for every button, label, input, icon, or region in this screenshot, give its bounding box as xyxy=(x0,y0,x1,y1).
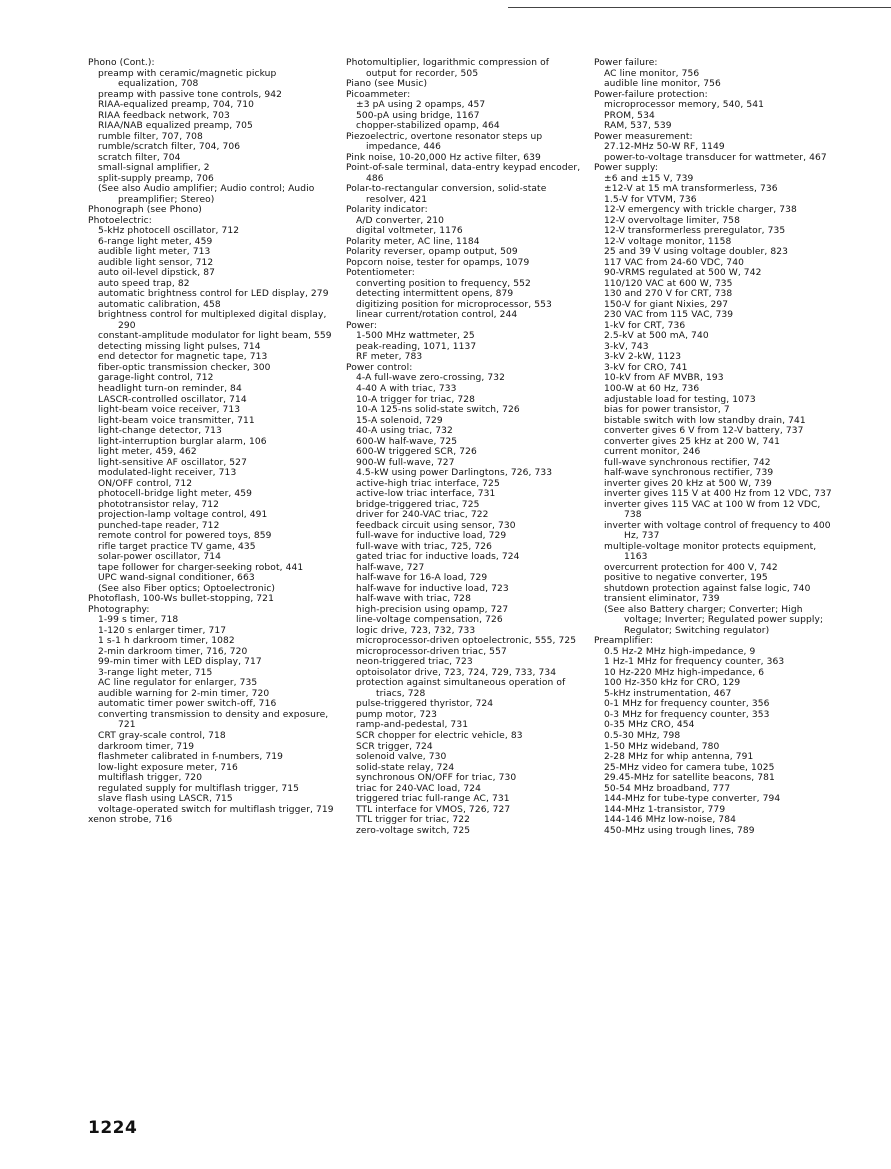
index-subentry: triac for 240-VAC load, 724 xyxy=(356,783,482,794)
index-subentry: converting transmission to density and exposure, 721 xyxy=(98,709,329,731)
index-subentry: 1-50 MHz wideband, 780 xyxy=(604,741,720,752)
index-subentry: light-change detector, 713 xyxy=(98,426,222,437)
index-subentry: split-supply preamp, 706 xyxy=(98,173,214,184)
index-heading: Polarity reverser, opamp output, 509 xyxy=(346,247,518,258)
index-subentry: 1 s-1 h darkroom timer, 1082 xyxy=(98,636,235,647)
index-subentry: 12-V overvoltage limiter, 758 xyxy=(604,215,740,226)
index-subentry: multiple-voltage monitor protects equipment, 1163 xyxy=(604,541,817,563)
index-subentry: 25-MHz video for camera tube, 1025 xyxy=(604,762,775,773)
index-subentry: audible light sensor, 712 xyxy=(98,257,214,268)
index-subentry: UPC wand-signal conditioner, 663 xyxy=(98,573,255,584)
index-subentry: 100-W at 60 Hz, 736 xyxy=(604,383,700,394)
index-heading: Polar-to-rectangular conversion, solid-state resolver, 421 xyxy=(346,184,547,205)
index-subentry: full-wave with triac, 725, 726 xyxy=(356,541,493,552)
index-subentry: preamp with ceramic/magnetic pickup equalization, 708 xyxy=(98,68,277,90)
index-subentry: automatic brightness control for LED display, 279 xyxy=(98,289,329,300)
index-subentry: half-wave for 16-A load, 729 xyxy=(356,573,488,584)
index-subentry: zero-voltage switch, 725 xyxy=(356,825,471,836)
index-subentry: light-sensitive AF oscillator, 527 xyxy=(98,457,247,468)
index-subentry: chopper-stabilized opamp, 464 xyxy=(356,121,500,132)
index-subentry: light-beam voice transmitter, 711 xyxy=(98,415,255,426)
index-heading: Power failure: xyxy=(594,58,658,68)
index-heading: Photomultiplier, logarithmic compression of output for recorder, 505 xyxy=(346,58,550,79)
index-subentry: 1-kV for CRT, 736 xyxy=(604,320,686,331)
index-subentry: 2-min darkroom timer, 716, 720 xyxy=(98,646,248,657)
index-subentry: 117 VAC from 24-60 VDC, 740 xyxy=(604,257,744,268)
index-subentry: preamp with passive tone controls, 942 xyxy=(98,89,282,100)
index-subentry: 40-A using triac, 732 xyxy=(356,426,453,437)
index-heading: Pink noise, 10-20,000 Hz active filter, 639 xyxy=(346,152,541,163)
index-subentry: 15-A solenoid, 729 xyxy=(356,415,443,426)
index-subentry: overcurrent protection for 400 V, 742 xyxy=(604,562,778,573)
index-subentry: solid-state relay, 724 xyxy=(356,762,455,773)
index-subentry: TTL trigger for triac, 722 xyxy=(356,815,471,826)
index-subentry: 3-kV 2-kW, 1123 xyxy=(604,352,682,363)
index-subentry: synchronous ON/OFF for triac, 730 xyxy=(356,773,517,784)
index-subentry: 4.5-kW using power Darlingtons, 726, 733 xyxy=(356,468,553,479)
index-subentry: detecting intermittent opens, 879 xyxy=(356,289,514,300)
index-subentry: inverter gives 20 kHz at 500 W, 739 xyxy=(604,478,772,489)
index-subentry: power-to-voltage transducer for wattmeter, 467 xyxy=(604,152,827,163)
index-subentry: (See also Audio amplifier; Audio control; Audio preamplifier; Stereo) xyxy=(98,184,315,205)
index-subentry: microprocessor-driven optoelectronic, 555, 725 xyxy=(356,636,577,647)
index-heading: Polarity indicator: xyxy=(346,205,428,216)
index-subentry: bistable switch with low standby drain, 741 xyxy=(604,415,806,426)
index-subentry: full-wave synchronous rectifier, 742 xyxy=(604,457,771,468)
index-subentry: half-wave for inductive load, 723 xyxy=(356,583,509,594)
index-heading: Preamplifier: xyxy=(594,636,653,647)
index-subentry: SCR chopper for electric vehicle, 83 xyxy=(356,731,523,741)
index-subentry: ramp-and-pedestal, 731 xyxy=(356,720,469,731)
index-subentry: 100 Hz-350 kHz for CRO, 129 xyxy=(604,678,741,689)
index-subentry: 130 and 270 V for CRT, 738 xyxy=(604,289,733,300)
index-subentry: microprocessor memory, 540, 541 xyxy=(604,100,764,111)
index-heading: Power-failure protection: xyxy=(594,89,708,100)
index-subentry: flashmeter calibrated in f-numbers, 719 xyxy=(98,752,284,763)
index-subentry: 150-V for giant Nixies, 297 xyxy=(604,299,729,310)
index-subentry: feedback circuit using sensor, 730 xyxy=(356,520,516,531)
index-subentry: inverter gives 115 V at 400 Hz from 12 VDC, 737 xyxy=(604,489,832,500)
index-subentry: 1.5-V for VTVM, 736 xyxy=(604,194,697,205)
index-subentry: rumble/scratch filter, 704, 706 xyxy=(98,142,241,153)
index-subentry: remote control for powered toys, 859 xyxy=(98,531,272,542)
index-subentry: transient eliminator, 739 xyxy=(604,594,720,605)
index-subentry: 500-pA using bridge, 1167 xyxy=(356,110,480,121)
index-subentry: 90-VRMS regulated at 500 W, 742 xyxy=(604,268,762,279)
index-subentry: bias for power transistor, 7 xyxy=(604,405,730,416)
index-subentry: ±6 and ±15 V, 739 xyxy=(604,173,694,184)
index-subentry: constant-amplitude modulator for light beam, 559 xyxy=(98,331,332,342)
index-subentry: 900-W full-wave, 727 xyxy=(356,457,455,468)
index-heading: Picoammeter: xyxy=(346,89,411,100)
index-subentry: 1-99 s timer, 718 xyxy=(98,615,179,626)
page-number: 1224 xyxy=(88,1118,138,1138)
index-subentry: digital voltmeter, 1176 xyxy=(356,226,463,237)
index-heading: Piezoelectric, overtone resonator steps up impedance, 446 xyxy=(346,131,543,153)
index-subentry: 144-MHz for tube-type converter, 794 xyxy=(604,794,781,805)
index-subentry: 10-A 125-ns solid-state switch, 726 xyxy=(356,405,520,416)
index-subentry: 1 Hz-1 MHz for frequency counter, 363 xyxy=(604,657,785,668)
index-subentry: 99-min timer with LED display, 717 xyxy=(98,657,262,668)
index-subentry: solar-power oscillator, 714 xyxy=(98,552,221,563)
index-heading: xenon strobe, 716 xyxy=(88,815,173,826)
index-heading: Potentiometer: xyxy=(346,268,415,279)
index-heading: Polarity meter, AC line, 1184 xyxy=(346,236,480,247)
index-subentry: audible warning for 2-min timer, 720 xyxy=(98,688,270,699)
index-subentry: 12-V transformerless preregulator, 735 xyxy=(604,226,786,237)
index-subentry: multiflash trigger, 720 xyxy=(98,773,203,784)
index-subentry: gated triac for inductive loads, 724 xyxy=(356,552,520,563)
index-subentry: converter gives 6 V from 12-V battery, 737 xyxy=(604,426,804,437)
index-subentry: automatic calibration, 458 xyxy=(98,299,221,310)
index-subentry: current monitor, 246 xyxy=(604,447,701,458)
index-subentry: 2.5-kV at 500 mA, 740 xyxy=(604,331,709,342)
index-subentry: RIAA feedback network, 703 xyxy=(98,110,230,121)
index-subentry: 0-35 MHz CRO, 454 xyxy=(604,720,695,731)
index-subentry: half-wave, 727 xyxy=(356,562,425,573)
index-subentry: 0.5 Hz-2 MHz high-impedance, 9 xyxy=(604,646,756,657)
index-subentry: 10-A trigger for triac, 728 xyxy=(356,394,476,405)
index-subentry: SCR trigger, 724 xyxy=(356,741,433,752)
index-subentry: RAM, 537, 539 xyxy=(604,121,672,132)
index-subentry: headlight turn-on reminder, 84 xyxy=(98,383,242,394)
index-subentry: photocell-bridge light meter, 459 xyxy=(98,489,253,500)
index-subentry: LASCR-controlled oscillator, 714 xyxy=(98,394,247,405)
index-subentry: 10-kV from AF MVBR, 193 xyxy=(604,373,724,384)
index-subentry: 2-28 MHz for whip antenna, 791 xyxy=(604,752,754,763)
index-subentry: (See also Fiber optics; Optoelectronic) xyxy=(98,583,276,594)
index-heading: Power supply: xyxy=(594,163,659,174)
index-heading: Power control: xyxy=(346,362,413,373)
index-heading: Popcorn noise, tester for opamps, 1079 xyxy=(346,257,530,268)
index-subentry: modulated-light receiver, 713 xyxy=(98,468,237,479)
index-subentry: pump motor, 723 xyxy=(356,709,437,720)
index-subentry: 29.45-MHz for satellite beacons, 781 xyxy=(604,773,775,784)
index-subentry: bridge-triggered triac, 725 xyxy=(356,499,480,510)
index-subentry: small-signal amplifier, 2 xyxy=(98,163,210,174)
header-rule xyxy=(508,7,891,8)
index-subentry: 6-range light meter, 459 xyxy=(98,236,213,247)
index-subentry: auto oil-level dipstick, 87 xyxy=(98,268,215,279)
index-subentry: CRT gray-scale control, 718 xyxy=(98,731,226,741)
index-subentry: 10 Hz-220 MHz high-impedance, 6 xyxy=(604,667,765,678)
index-subentry: 450-MHz using trough lines, 789 xyxy=(604,825,755,836)
index-subentry: inverter gives 115 VAC at 100 W from 12 VDC, 738 xyxy=(604,499,821,521)
index-heading: Phono (Cont.): xyxy=(88,58,155,68)
index-subentry: RIAA/NAB equalized preamp, 705 xyxy=(98,121,253,132)
index-subentry: digitizing position for microprocessor, 553 xyxy=(356,299,552,310)
index-subentry: 27.12-MHz 50-W RF, 1149 xyxy=(604,142,725,153)
index-subentry: ON/OFF control, 712 xyxy=(98,478,193,489)
index-subentry: line-voltage compensation, 726 xyxy=(356,615,503,626)
index-subentry: logic drive, 723, 732, 733 xyxy=(356,625,476,636)
index-subentry: ±12-V at 15 mA transformerless, 736 xyxy=(604,184,778,195)
index-subentry: 0.5-30 MHz, 798 xyxy=(604,731,681,741)
index-subentry: high-precision using opamp, 727 xyxy=(356,604,509,615)
index-subentry: neon-triggered triac, 723 xyxy=(356,657,473,668)
index-subentry: auto speed trap, 82 xyxy=(98,278,190,289)
index-subentry: 0-3 MHz for frequency counter, 353 xyxy=(604,709,770,720)
index-subentry: fiber-optic transmission checker, 300 xyxy=(98,362,271,373)
index-subentry: projection-lamp voltage control, 491 xyxy=(98,510,268,521)
index-subentry: TTL interface for VMOS, 726, 727 xyxy=(356,804,511,815)
index-heading: Piano (see Music) xyxy=(346,79,428,90)
index-subentry: audible light meter, 713 xyxy=(98,247,211,258)
index-heading: Phonograph (see Phono) xyxy=(88,205,202,216)
index-subentry: 3-kV for CRO, 741 xyxy=(604,362,688,373)
index-subentry: half-wave synchronous rectifier, 739 xyxy=(604,468,774,479)
index-subentry: 144-146 MHz low-noise, 784 xyxy=(604,815,736,826)
index-subentry: 144-MHz 1-transistor, 779 xyxy=(604,804,726,815)
index-heading: Photoflash, 100-Ws bullet-stopping, 721 xyxy=(88,594,274,605)
index-subentry: automatic timer power switch-off, 716 xyxy=(98,699,277,710)
index-subentry: microprocessor-driven triac, 557 xyxy=(356,646,507,657)
index-subentry: shutdown protection against false logic, 740 xyxy=(604,583,811,594)
index-subentry: rifle target practice TV game, 435 xyxy=(98,541,256,552)
index-subentry: (See also Battery charger; Converter; High voltage; Inverter; Regulated power supply; Regulator; Switching regulator) xyxy=(604,604,824,636)
index-subentry: adjustable load for testing, 1073 xyxy=(604,394,756,405)
index-subentry: A/D converter, 210 xyxy=(356,215,445,226)
index-subentry: converting position to frequency, 552 xyxy=(356,278,531,289)
index-subentry: 5-kHz instrumentation, 467 xyxy=(604,688,732,699)
index-subentry: ±3 pA using 2 opamps, 457 xyxy=(356,100,486,111)
index-subentry: linear current/rotation control, 244 xyxy=(356,310,518,321)
index-subentry: 4-A full-wave zero-crossing, 732 xyxy=(356,373,506,384)
index-subentry: PROM, 534 xyxy=(604,110,655,121)
index-subentry: 4-40 A with triac, 733 xyxy=(356,383,457,394)
index-subentry: half-wave with triac, 728 xyxy=(356,594,471,605)
index-subentry: end detector for magnetic tape, 713 xyxy=(98,352,268,363)
index-subentry: 600-W triggered SCR, 726 xyxy=(356,447,477,458)
index-heading: Power measurement: xyxy=(594,131,693,142)
index-subentry: 3-kV, 743 xyxy=(604,341,649,352)
index-subentry: low-light exposure meter, 716 xyxy=(98,762,238,773)
index-column-3 xyxy=(594,58,834,836)
index-subentry: phototransistor relay, 712 xyxy=(98,499,219,510)
index-subentry: slave flash using LASCR, 715 xyxy=(98,794,233,805)
index-subentry: garage-light control, 712 xyxy=(98,373,214,384)
index-subentry: light meter, 459, 462 xyxy=(98,447,197,458)
index-subentry: light-interruption burglar alarm, 106 xyxy=(98,436,267,447)
index-heading: Photography: xyxy=(88,604,150,615)
index-subentry: RIAA-equalized preamp, 704, 710 xyxy=(98,100,255,111)
index-subentry: active-high triac interface, 725 xyxy=(356,478,500,489)
index-subentry: full-wave for inductive load, 729 xyxy=(356,531,507,542)
index-subentry: 110/120 VAC at 600 W, 735 xyxy=(604,278,733,289)
index-subentry: inverter with voltage control of frequency to 400 Hz, 737 xyxy=(604,520,831,542)
index-subentry: 230 VAC from 115 VAC, 739 xyxy=(604,310,734,321)
index-subentry: detecting missing light pulses, 714 xyxy=(98,341,261,352)
index-subentry: peak-reading, 1071, 1137 xyxy=(356,341,477,352)
index-subentry: 25 and 39 V using voltage doubler, 823 xyxy=(604,247,789,258)
index-subentry: 12-V emergency with trickle charger, 738 xyxy=(604,205,797,216)
index-subentry: audible line monitor, 756 xyxy=(604,79,721,90)
index-subentry: light-beam voice receiver, 713 xyxy=(98,405,241,416)
index-subentry: 50-54 MHz broadband, 777 xyxy=(604,783,731,794)
index-subentry: RF meter, 783 xyxy=(356,352,423,363)
index-column-1 xyxy=(88,58,338,826)
index-heading: Point-of-sale terminal, data-entry keypad encoder, 486 xyxy=(346,163,581,184)
index-subentry: 0-1 MHz for frequency counter, 356 xyxy=(604,699,770,710)
index-subentry: scratch filter, 704 xyxy=(98,152,181,163)
index-column-2 xyxy=(346,58,582,836)
index-subentry: rumble filter, 707, 708 xyxy=(98,131,203,142)
index-subentry: darkroom timer, 719 xyxy=(98,741,195,752)
index-subentry: tape follower for charger-seeking robot, 441 xyxy=(98,562,304,573)
index-subentry: AC line regulator for enlarger, 735 xyxy=(98,678,258,689)
index-subentry: driver for 240-VAC triac, 722 xyxy=(356,510,489,521)
index-subentry: 600-W half-wave, 725 xyxy=(356,436,458,447)
index-subentry: punched-tape reader, 712 xyxy=(98,520,220,531)
index-subentry: active-low triac interface, 731 xyxy=(356,489,496,500)
index-subentry: positive to negative converter, 195 xyxy=(604,573,768,584)
index-subentry: brightness control for multiplexed digital display, 290 xyxy=(98,310,327,331)
index-heading: Power: xyxy=(346,320,377,331)
index-heading: Photoelectric: xyxy=(88,215,152,226)
index-subentry: optoisolator drive, 723, 724, 729, 733, 734 xyxy=(356,667,557,678)
index-subentry: triggered triac full-range AC, 731 xyxy=(356,794,510,805)
index-subentry: pulse-triggered thyristor, 724 xyxy=(356,699,494,710)
index-subentry: regulated supply for multiflash trigger, 715 xyxy=(98,783,300,794)
index-subentry: protection against simultaneous operation of triacs, 728 xyxy=(356,678,566,699)
index-subentry: converter gives 25 kHz at 200 W, 741 xyxy=(604,436,780,447)
index-subentry: 5-kHz photocell oscillator, 712 xyxy=(98,226,240,237)
index-subentry: AC line monitor, 756 xyxy=(604,68,700,79)
index-subentry: 1-120 s enlarger timer, 717 xyxy=(98,625,227,636)
index-subentry: solenoid valve, 730 xyxy=(356,752,447,763)
index-subentry: 1-500 MHz wattmeter, 25 xyxy=(356,331,475,342)
index-subentry: 12-V voltage monitor, 1158 xyxy=(604,236,732,247)
index-subentry: voltage-operated switch for multiflash trigger, 719 xyxy=(98,804,334,815)
index-subentry: 3-range light meter, 715 xyxy=(98,667,213,678)
